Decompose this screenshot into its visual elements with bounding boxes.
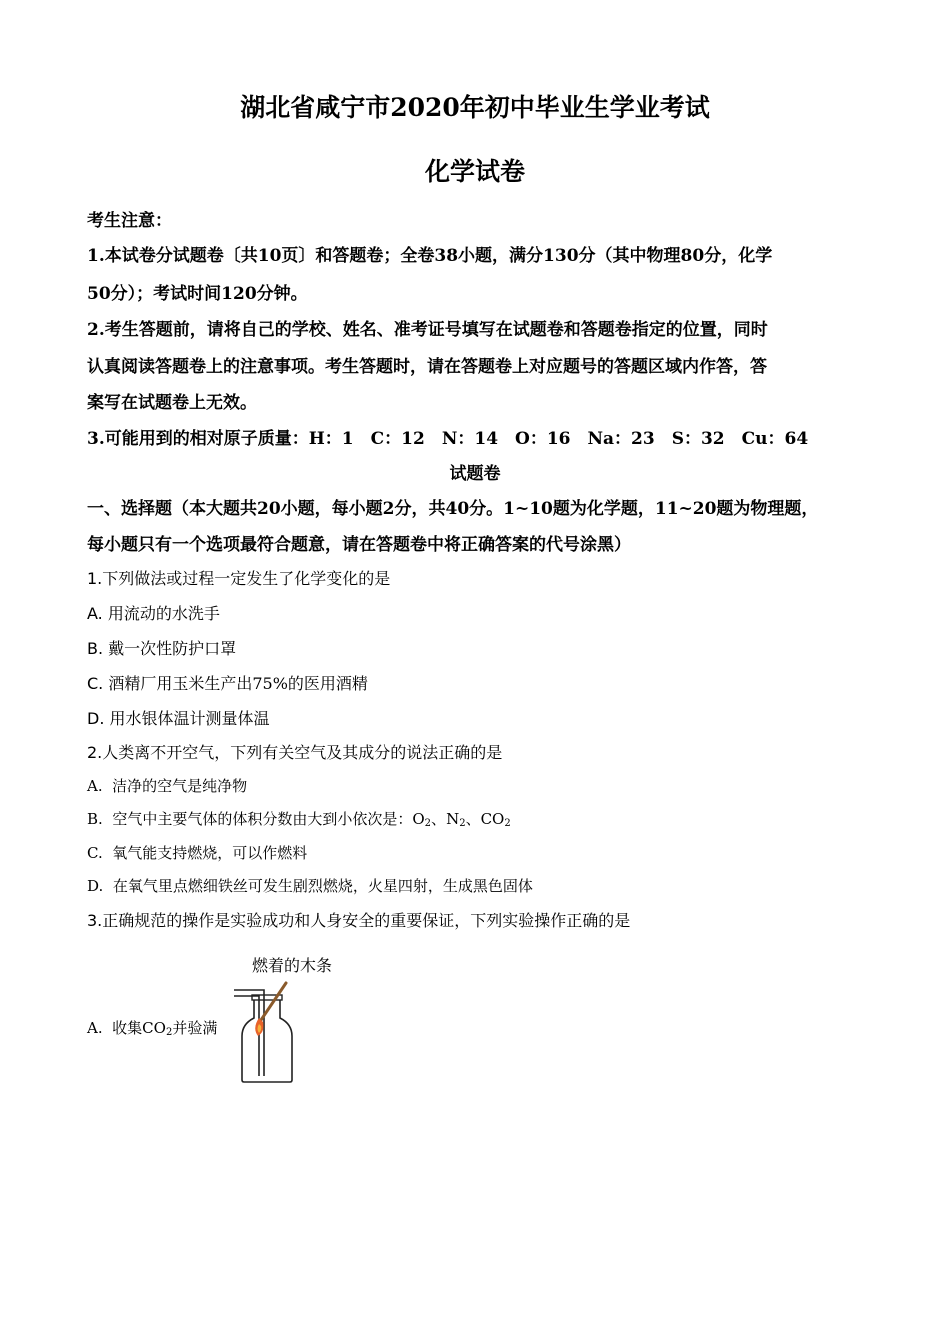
formula-co2: CO bbox=[480, 810, 505, 828]
option-a-text: 洁净的空气是纯净物 bbox=[112, 777, 248, 795]
notice-item1-line1: 1.本试卷分试题卷〔共10页〕和答题卷；全卷38小题，满分130分（其中物理80分，化学 bbox=[87, 246, 773, 266]
question-1-option-d[interactable] bbox=[87, 706, 270, 729]
question-2 bbox=[87, 740, 502, 763]
separator: 、 bbox=[431, 810, 447, 828]
question-1-option-b[interactable] bbox=[87, 636, 236, 659]
option-d-key: D. bbox=[87, 709, 105, 728]
option-d-key: D. bbox=[87, 877, 104, 895]
option-a-text-pre: 收集 bbox=[112, 1019, 143, 1037]
option-c-text: 氧气能支持燃烧，可以作燃料 bbox=[112, 844, 308, 862]
question-1-option-a[interactable] bbox=[87, 601, 220, 624]
question-1 bbox=[87, 566, 390, 589]
question-2-option-b[interactable] bbox=[87, 808, 511, 829]
formula-o2-subscript: 2 bbox=[424, 818, 432, 829]
notice-item2-line2: 认真阅读答题卷上的注意事项。考生答题时，请在答题卷上对应题号的答题区域内作答，答 bbox=[87, 357, 767, 377]
separator: 、 bbox=[465, 810, 481, 828]
question-1-number: 1. bbox=[87, 569, 103, 588]
option-a-text-post: 并验满 bbox=[172, 1019, 218, 1037]
question-2-option-c[interactable] bbox=[87, 842, 307, 863]
notice-item2-line3: 案写在试题卷上无效。 bbox=[87, 393, 257, 413]
question-1-stem: 下列做法或过程一定发生了化学变化的是 bbox=[102, 569, 391, 588]
option-c-key: C. bbox=[87, 844, 103, 862]
question-2-number: 2. bbox=[87, 743, 103, 762]
option-b-key: B. bbox=[87, 639, 104, 658]
option-a-key: A. bbox=[87, 1019, 103, 1037]
option-d-text: 在氧气里点燃细铁丝可发生剧烈燃烧，火星四射，生成黑色固体 bbox=[112, 877, 533, 895]
option-c-text: 酒精厂用玉米生产出75%的医用酒精 bbox=[108, 674, 368, 693]
notice-item1-line2: 50分）；考试时间120分钟。 bbox=[87, 284, 308, 304]
figure-label-burning-splint: 燃着的木条 bbox=[252, 956, 333, 975]
option-c-key: C. bbox=[87, 674, 104, 693]
notice-item3: 3.可能用到的相对原子质量：H：1 C：12 N：14 O：16 Na：23 S：32 Cu：64 bbox=[87, 429, 809, 449]
option-a-key: A. bbox=[87, 777, 103, 795]
formula-n2: N bbox=[446, 810, 460, 828]
option-b-text: 空气中主要气体的体积分数由大到小依次是： bbox=[112, 810, 413, 828]
question-2-stem: 人类离不开空气，下列有关空气及其成分的说法正确的是 bbox=[102, 743, 503, 762]
question-2-option-a[interactable] bbox=[87, 775, 247, 796]
exam-title: 湖北省咸宁市2020年初中毕业生学业考试 bbox=[240, 93, 710, 122]
option-a-key: A. bbox=[87, 604, 103, 623]
formula-co2: CO bbox=[142, 1019, 166, 1037]
notice-item2-line1: 2.考生答题前，请将自己的学校、姓名、准考证号填写在试题卷和答题卷指定的位置，同时 bbox=[87, 320, 768, 340]
question-3-number: 3. bbox=[87, 911, 103, 930]
question-1-option-c[interactable] bbox=[87, 671, 368, 694]
question-3-stem: 正确规范的操作是实验成功和人身安全的重要保证，下列实验操作正确的是 bbox=[102, 911, 631, 930]
part1-instructions-line1: 一、选择题（本大题共20小题，每小题2分，共40分。1~10题为化学题，11~20题为物理题， bbox=[87, 499, 819, 519]
question-2-option-d[interactable] bbox=[87, 875, 533, 896]
notice-heading: 考生注意： bbox=[87, 211, 172, 231]
gas-bottle-figure bbox=[228, 978, 308, 1086]
formula-co2-subscript: 2 bbox=[504, 818, 511, 829]
option-b-key: B. bbox=[87, 810, 103, 828]
section-label: 试题卷 bbox=[449, 464, 501, 484]
formula-n2-subscript: 2 bbox=[459, 818, 466, 829]
exam-subtitle: 化学试卷 bbox=[424, 157, 525, 186]
option-b-text: 戴一次性防护口罩 bbox=[108, 639, 237, 658]
formula-o2: O bbox=[412, 810, 425, 828]
part1-instructions-line2: 每小题只有一个选项最符合题意，请在答题卷中将正确答案的代号涂黑） bbox=[87, 535, 631, 555]
question-3-option-a[interactable] bbox=[87, 1017, 217, 1038]
option-d-text: 用水银体温计测量体温 bbox=[109, 709, 270, 728]
option-a-text: 用流动的水洗手 bbox=[107, 604, 220, 623]
question-3 bbox=[87, 908, 630, 931]
formula-co2-subscript: 2 bbox=[165, 1027, 173, 1038]
